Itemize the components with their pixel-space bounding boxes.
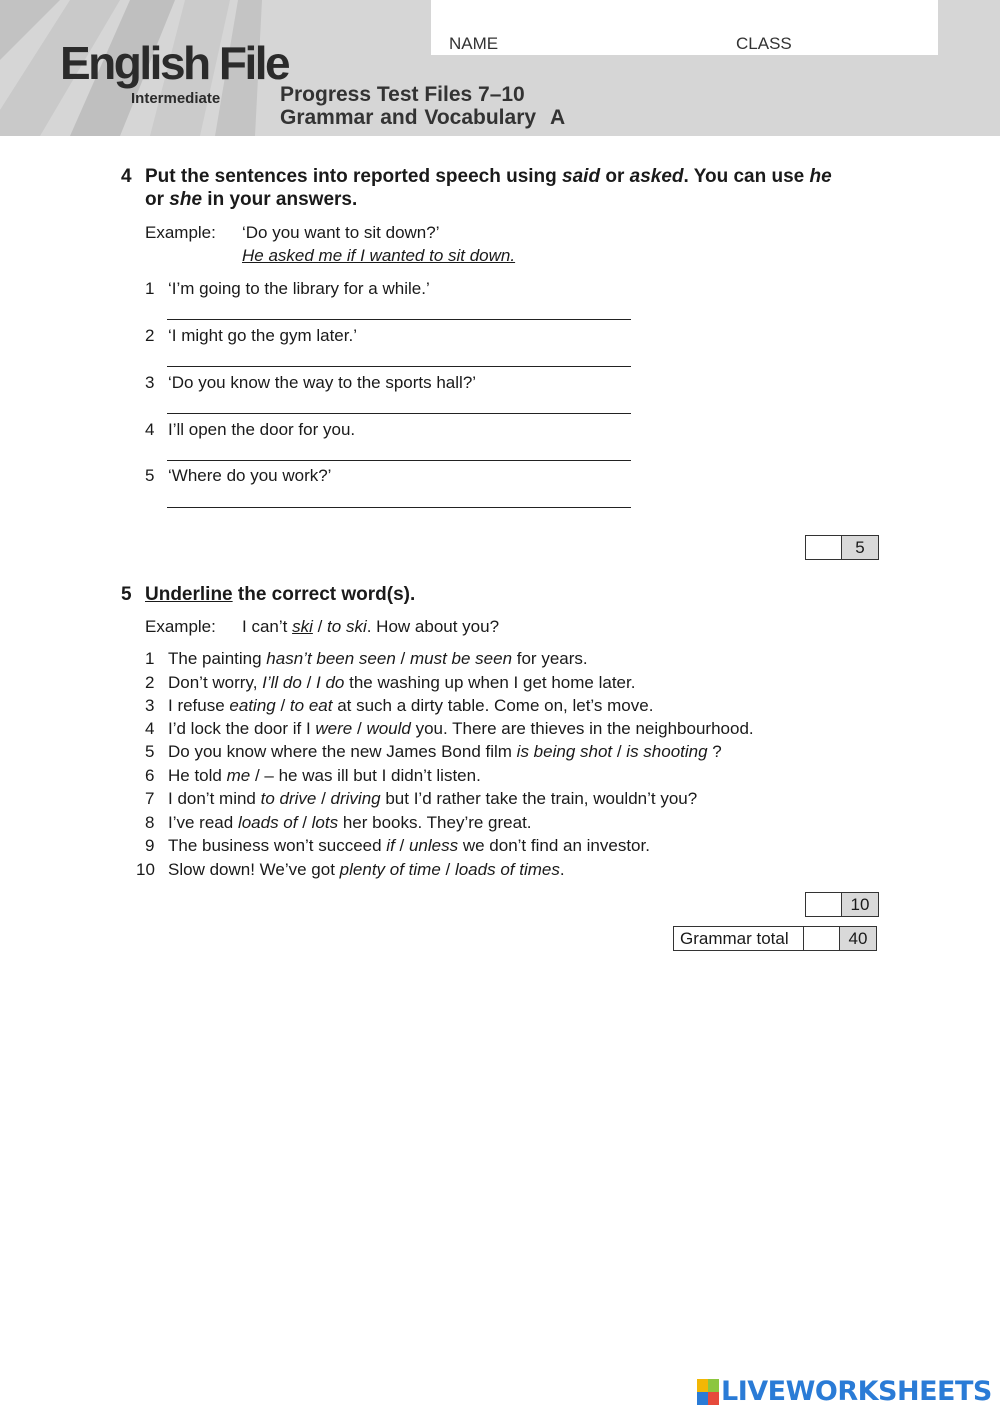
q4-example-prompt: ‘Do you want to sit down?’ [242,223,440,242]
item-sentence [168,718,754,739]
title-he: he [809,166,832,187]
option-separator: / [301,673,317,692]
sentence-text: the washing up when I get home later. [344,673,636,692]
option-1[interactable]: were [315,719,353,738]
score-input[interactable] [804,927,840,950]
option-1[interactable]: loads of [237,813,298,832]
option-1[interactable]: to drive [260,789,317,808]
sentence-text: I refuse [168,696,230,715]
answer-line[interactable] [167,413,631,414]
item-text: ‘Where do you work?’ [168,466,332,485]
item-text: ‘Do you know the way to the sports hall?’ [168,373,477,392]
item-number: 8 [145,813,155,832]
sentence-text: I don’t mind [168,789,261,808]
name-label: NAME [449,34,499,53]
item-number: 1 [145,279,155,298]
item-sentence [168,648,588,669]
item-sentence [168,765,481,786]
test-title: Progress Test Files 7–10 [280,83,525,106]
item-text: I’ll open the door for you. [168,420,356,439]
class-label: CLASS [736,34,792,53]
answer-line[interactable] [167,460,631,461]
item-number: 2 [145,673,155,692]
grammar-total-label: Grammar total [674,927,804,950]
sentence-text: I’d lock the door if I [168,719,316,738]
option-1[interactable]: if [386,836,395,855]
option-separator: / [316,789,331,808]
option-separator: / [297,813,312,832]
title-text: or [600,166,630,187]
option-1[interactable]: is being shot [516,742,613,761]
grammar-total-box [673,926,877,951]
item-number: 4 [145,719,155,738]
liveworksheets-logo [697,1376,992,1407]
option-2[interactable]: is shooting [626,742,708,761]
item-sentence [168,835,650,856]
score-input[interactable] [806,893,842,916]
option-2[interactable]: – [264,766,274,785]
q5-score-box [805,892,879,917]
item-sentence [168,695,653,716]
item-number: 9 [145,836,155,855]
option-separator: / [395,649,410,668]
item-text: ‘I might go the gym later.’ [168,326,357,345]
item-sentence [168,741,722,762]
item-number: 5 [145,466,155,485]
option-1[interactable]: me [226,766,251,785]
option-separator: / [250,766,265,785]
item-text: ‘I’m going to the library for a while.’ [168,279,430,298]
option-2[interactable]: to eat [289,696,333,715]
item-sentence [168,788,697,809]
item-sentence [168,672,635,693]
liveworksheets-icon [697,1379,719,1405]
sentence-text: The business won’t succeed [168,836,387,855]
sentence-text: Do you know where the new James Bond film [168,742,517,761]
question-5-title [145,583,415,606]
option-separator: / [440,860,455,879]
sentence-text: Don’t worry, [168,673,263,692]
option-2[interactable]: would [366,719,411,738]
title-she: she [169,189,203,210]
sentence-text: at such a dirty table. Come on, let’s move. [332,696,654,715]
option-2: to ski [327,617,367,636]
q5-example-label: Example: [145,617,216,636]
sentence-text: he was ill but I didn’t listen. [273,766,481,785]
option-1[interactable]: hasn’t been seen [266,649,396,668]
test-subtitle [280,106,565,129]
option-separator: / [394,836,409,855]
sentence-text: her books. They’re great. [338,813,532,832]
item-number: 10 [136,860,155,879]
option-2[interactable]: loads of times [454,860,560,879]
q4-example-answer: He asked me if I wanted to sit down. [242,246,516,265]
option-2[interactable]: must be seen [409,649,513,668]
item-number: 2 [145,326,155,345]
sentence-text: ? [707,742,722,761]
answer-line[interactable] [167,507,631,508]
brand-level: Intermediate [131,90,221,107]
option-2[interactable]: driving [330,789,381,808]
option-1[interactable]: eating [229,696,276,715]
item-number: 7 [145,789,155,808]
liveworksheets-text: LIVEWORKSHEETS [721,1376,992,1407]
option-1[interactable]: I’ll do [262,673,302,692]
option-separator: / [275,696,290,715]
sentence-text: I can’t [242,617,293,636]
option-2[interactable]: lots [311,813,339,832]
brand-logo: English File [60,37,289,89]
item-number: 3 [145,696,155,715]
option-separator: / [612,742,627,761]
sentence-text: . [559,860,565,879]
title-underlined: Underline [145,584,233,605]
sentence-text: we don’t find an investor. [458,836,650,855]
test-version: A [550,106,566,129]
sentence-text: Slow down! We’ve got [168,860,340,879]
q4-score-box [805,535,879,560]
name-class-box [431,0,938,55]
sentence-text: I’ve read [168,813,238,832]
sentence-text: The painting [168,649,267,668]
question-4-number: 4 [121,166,132,187]
title-text: Put the sentences into reported speech using [145,166,563,187]
item-number: 1 [145,649,155,668]
title-asked: asked [629,166,684,187]
test-subtitle-text: Grammar and Vocabulary [280,106,537,129]
option-1: ski [292,617,313,636]
option-1[interactable]: plenty of time [339,860,441,879]
answer-line[interactable] [167,366,631,367]
sentence-text: He told [168,766,227,785]
title-text: or [145,189,170,210]
item-sentence [168,859,565,880]
question-5-number: 5 [121,584,132,605]
question-4-title [145,165,832,211]
q5-example [242,616,499,637]
option-separator: / [352,719,367,738]
item-number: 5 [145,742,155,761]
title-text: the correct word(s). [232,584,416,605]
answer-line[interactable] [167,319,631,320]
score-max: 40 [840,927,876,950]
sentence-text: for years. [512,649,588,668]
item-number: 4 [145,420,155,439]
title-said: said [562,166,601,187]
sentence-text: you. There are thieves in the neighbourhood. [410,719,754,738]
option-separator: / [312,617,328,636]
title-text: in your answers. [202,189,358,210]
score-max: 5 [842,536,878,559]
sentence-text: . How about you? [366,617,500,636]
option-2[interactable]: I do [316,673,345,692]
score-max: 10 [842,893,878,916]
item-number: 6 [145,766,155,785]
item-sentence [168,812,532,833]
page-header [0,0,1000,136]
option-2[interactable]: unless [408,836,459,855]
score-input[interactable] [806,536,842,559]
title-text: . You can use [683,166,810,187]
sentence-text: but I’d rather take the train, wouldn’t you? [380,789,698,808]
item-number: 3 [145,373,155,392]
q4-example-label: Example: [145,223,216,242]
